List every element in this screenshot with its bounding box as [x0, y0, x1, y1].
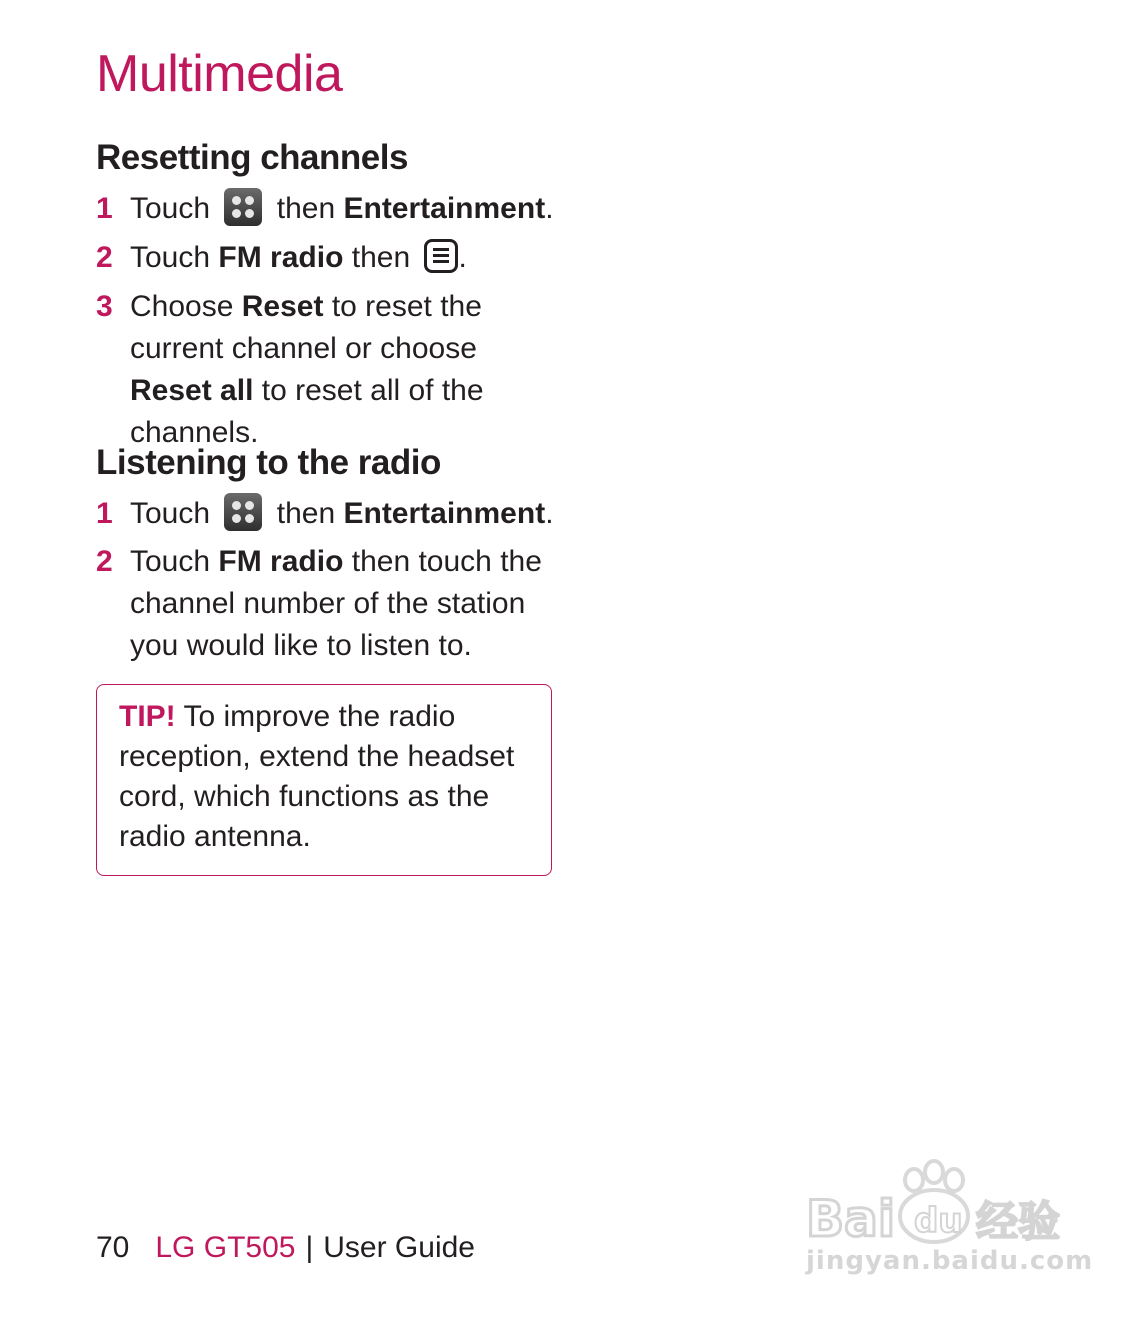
step-text: Touch then Entertainment. [130, 188, 566, 230]
tip-text: To improve the radio reception, extend the headset cord, which functions as the radio antenna. [119, 700, 515, 853]
step-text: Touch FM radio then touch the channel number of the station you would like to listen to. [130, 545, 542, 662]
page-footer [96, 1228, 475, 1268]
section-heading-listening-to-radio: Listening to the radio [96, 443, 441, 482]
list-item [96, 541, 566, 667]
footer-model: LG GT505 [155, 1231, 296, 1264]
step-number: 3 [96, 290, 113, 323]
step-text: Touch FM radio then . [130, 241, 467, 274]
section-heading-resetting-channels: Resetting channels [96, 138, 408, 177]
step-number: 1 [96, 192, 113, 225]
menu-grid-icon [224, 188, 262, 226]
list-item [96, 188, 566, 230]
list-item [96, 237, 566, 279]
step-number: 2 [96, 241, 113, 274]
step-text: Touch then Entertainment. [130, 493, 566, 535]
menu-grid-icon [224, 493, 262, 531]
footer-guide: User Guide [323, 1231, 475, 1264]
svg-text:du: du [914, 1201, 963, 1241]
svg-text:Bai: Bai [806, 1190, 895, 1248]
list-item [96, 286, 566, 454]
step-text: Choose Reset to reset the current channel or choose Reset all to reset all of the channels. [130, 290, 484, 449]
step-number: 1 [96, 497, 113, 530]
page-title: Multimedia [96, 45, 343, 103]
options-menu-icon [424, 239, 458, 273]
baidu-watermark [802, 1158, 1094, 1288]
footer-separator: | [305, 1231, 314, 1264]
page-number: 70 [96, 1231, 130, 1264]
tip-label: TIP! [119, 700, 176, 733]
list-item [96, 493, 566, 535]
watermark-url: jingyan.baidu.com [806, 1246, 1094, 1276]
svg-text:经验: 经验 [976, 1197, 1061, 1246]
step-number: 2 [96, 545, 113, 578]
tip-box [96, 684, 552, 876]
baidu-paw-logo-icon [802, 1158, 1072, 1248]
